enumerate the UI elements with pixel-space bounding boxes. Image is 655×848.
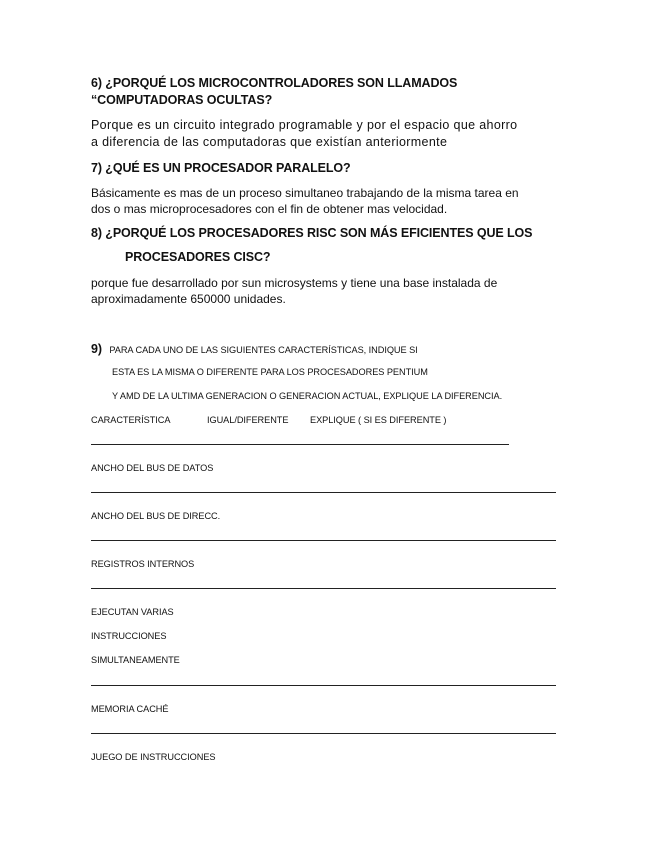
row-label-internal-registers: REGISTROS INTERNOS	[91, 559, 195, 569]
answer-6-line2: a diferencia de las computadoras que existían anteriormente	[91, 135, 448, 149]
row-rule	[91, 540, 556, 541]
question-9-line1: PARA CADA UNO DE LAS SIGUIENTES CARACTERÍSTICAS, INDIQUE SI	[109, 345, 418, 355]
row-label-address-bus-width: ANCHO DEL BUS DE DIRECC.	[91, 511, 221, 521]
question-8-title-line2: PROCESADORES CISC?	[125, 250, 271, 264]
header-rule	[91, 444, 509, 445]
question-6-title-line2: “COMPUTADORAS OCULTAS?	[91, 93, 273, 107]
row-label-data-bus-width: ANCHO DEL BUS DE DATOS	[91, 463, 214, 473]
answer-7-line2: dos o mas microprocesadores con el fin de obtener mas velocidad.	[91, 202, 448, 216]
answer-8-line2: aproximadamente 650000 unidades.	[91, 292, 286, 306]
row-rule	[91, 685, 556, 686]
row-rule	[91, 492, 556, 493]
row-rule	[91, 733, 556, 734]
column-header-equal-different: IGUAL/DIFERENTE	[207, 415, 289, 425]
column-header-characteristic: CARACTERÍSTICA	[91, 415, 171, 425]
question-7-title: 7) ¿QUÉ ES UN PROCESADOR PARALELO?	[91, 161, 351, 175]
row-label-execute-multiple-line3: SIMULTANEAMENTE	[91, 655, 180, 665]
row-rule	[91, 588, 556, 589]
question-9-number: 9)	[91, 342, 102, 356]
row-label-execute-multiple-line2: INSTRUCCIONES	[91, 631, 167, 641]
answer-6-line1: Porque es un circuito integrado programable y por el espacio que ahorro	[91, 118, 518, 132]
question-8-title-line1: 8) ¿PORQUÉ LOS PROCESADORES RISC SON MÁS EFICIENTES QUE LOS	[91, 226, 533, 240]
column-header-explain: EXPLIQUE ( SI ES DIFERENTE )	[310, 415, 447, 425]
question-9-line2: ESTA ES LA MISMA O DIFERENTE PARA LOS PROCESADORES PENTIUM	[112, 367, 428, 377]
row-label-execute-multiple-line1: EJECUTAN VARIAS	[91, 607, 174, 617]
question-9-line3: Y AMD DE LA ULTIMA GENERACION O GENERACION ACTUAL, EXPLIQUE LA DIFERENCIA.	[112, 391, 503, 401]
answer-7-line1: Básicamente es mas de un proceso simultaneo trabajando de la misma tarea en	[91, 186, 519, 200]
answer-8-line1: porque fue desarrollado por sun microsystems y tiene una base instalada de	[91, 276, 498, 290]
question-9-header	[91, 340, 418, 358]
row-label-cache-memory: MEMORIA CACHÉ	[91, 704, 169, 714]
row-label-instruction-set: JUEGO DE INSTRUCCIONES	[91, 752, 216, 762]
question-6-title-line1: 6) ¿PORQUÉ LOS MICROCONTROLADORES SON LLAMADOS	[91, 76, 458, 90]
